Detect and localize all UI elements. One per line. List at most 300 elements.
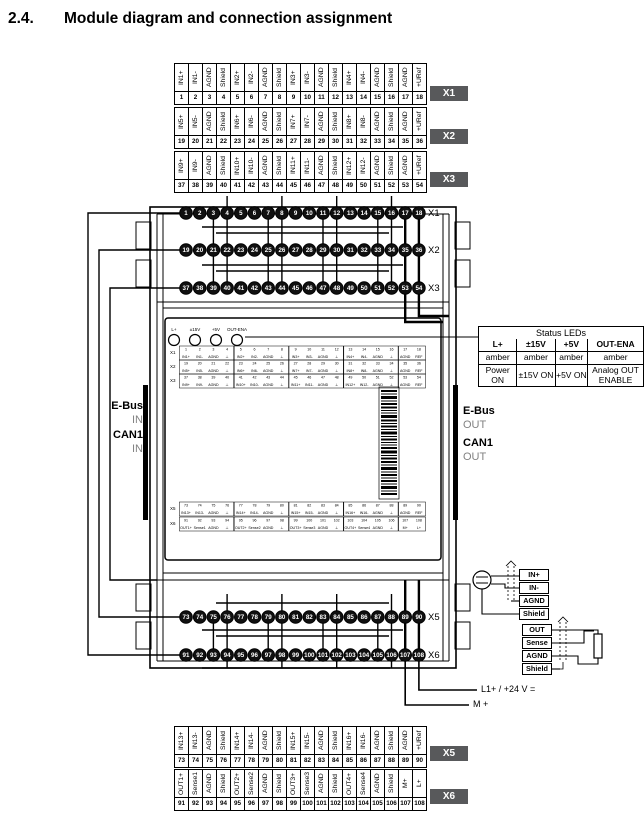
terminal-cell: [202, 107, 217, 149]
terminal-number: 23: [231, 135, 244, 148]
svg-text:86: 86: [362, 503, 367, 508]
svg-text:75: 75: [211, 503, 216, 508]
terminal-cell: [342, 769, 357, 811]
terminal-cell: [286, 63, 301, 105]
svg-text:77: 77: [237, 614, 245, 622]
terminal-cell: [314, 151, 329, 193]
svg-text:8: 8: [280, 210, 284, 218]
svg-text:108: 108: [415, 518, 422, 523]
svg-text:101: 101: [320, 518, 326, 523]
svg-text:AGND: AGND: [208, 511, 219, 515]
svg-text:⊥: ⊥: [389, 383, 394, 387]
terminal-cell: [258, 63, 273, 105]
terminal-label: IN7+: [290, 114, 297, 129]
svg-text:83: 83: [321, 503, 325, 508]
svg-text:5: 5: [239, 210, 243, 218]
terminal-cell: [272, 726, 287, 768]
terminal-number: 96: [245, 797, 258, 810]
terminal-cell: [370, 769, 385, 811]
terminal-cell: [174, 151, 189, 193]
svg-text:51: 51: [375, 375, 380, 380]
can1-out-label: CAN1 OUT: [463, 437, 493, 463]
terminal-cell: [384, 769, 399, 811]
svg-text:92: 92: [196, 652, 204, 660]
svg-text:IN6+: IN6+: [236, 369, 245, 373]
terminal-number: 38: [189, 179, 202, 192]
svg-text:41: 41: [238, 375, 243, 380]
svg-text:21: 21: [211, 361, 216, 366]
svg-text:AGND: AGND: [263, 383, 274, 387]
terminal-number: 90: [413, 754, 426, 767]
svg-text:94: 94: [225, 518, 230, 523]
terminal-label: AGND: [262, 773, 269, 794]
svg-text:46: 46: [307, 375, 312, 380]
terminal-number: 39: [203, 179, 216, 192]
led-5v: [211, 335, 222, 346]
terminal-cell: [342, 107, 357, 149]
terminal-number: 77: [231, 754, 244, 767]
svg-text:AGND: AGND: [263, 526, 274, 530]
svg-text:OUT2+: OUT2+: [234, 526, 247, 530]
terminal-number: 12: [329, 91, 342, 104]
svg-text:IN8+: IN8+: [346, 369, 355, 373]
terminal-cell: [174, 107, 189, 149]
terminal-label: AGND: [206, 155, 213, 176]
svg-text:IN7-: IN7-: [305, 369, 313, 373]
terminal-number: 73: [175, 754, 188, 767]
connector-tag-x2: X2: [430, 129, 468, 144]
terminal-number: 40: [217, 179, 230, 192]
svg-text:AGND: AGND: [317, 369, 329, 373]
svg-text:30: 30: [333, 247, 341, 255]
svg-text:15: 15: [375, 347, 380, 352]
svg-text:AGND: AGND: [208, 526, 219, 530]
svg-text:M+: M+: [402, 526, 408, 530]
terminal-number: 32: [357, 135, 370, 148]
svg-text:IN12-: IN12-: [359, 383, 369, 387]
terminal-label: Shield: [276, 774, 283, 793]
terminal-label: Shield: [220, 156, 227, 175]
terminal-cell: [216, 726, 231, 768]
svg-text:84: 84: [334, 503, 339, 508]
svg-text:⊥: ⊥: [389, 511, 394, 515]
connector-tag-x1: X1: [430, 86, 468, 101]
terminal-cell: [370, 107, 385, 149]
terminal-label: OUT1+: [178, 772, 185, 795]
terminal-cell: [398, 769, 413, 811]
svg-text:79: 79: [266, 503, 271, 508]
svg-text:21: 21: [209, 247, 217, 255]
terminal-label: IN11-: [304, 157, 311, 174]
svg-text:⊥: ⊥: [280, 526, 284, 530]
svg-text:AGND: AGND: [317, 383, 329, 387]
terminal-cell: [370, 726, 385, 768]
terminal-number: 52: [385, 179, 398, 192]
ebus-in-label: E-Bus IN: [111, 400, 143, 426]
led-function: Power ON: [479, 364, 517, 387]
svg-text:IN6-: IN6-: [251, 369, 258, 373]
terminal-label: IN9+: [178, 158, 185, 173]
terminal-label: IN5+: [178, 114, 185, 129]
svg-text:86: 86: [360, 614, 368, 622]
terminal-number: 21: [203, 135, 216, 148]
svg-text:20: 20: [197, 361, 202, 366]
terminal-cell: [174, 726, 189, 768]
svg-text:45: 45: [292, 285, 300, 293]
svg-text:IN14-: IN14-: [250, 511, 259, 515]
svg-text:7: 7: [267, 347, 270, 352]
terminal-number: 81: [287, 754, 300, 767]
terminal-cell: [174, 769, 189, 811]
svg-text:AGND: AGND: [372, 383, 383, 387]
terminal-number: 28: [301, 135, 314, 148]
svg-text:79: 79: [264, 614, 272, 622]
terminal-number: 92: [189, 797, 202, 810]
terminal-label: AGND: [374, 155, 381, 176]
terminal-label: AGND: [402, 111, 409, 132]
terminal-cell: [202, 151, 217, 193]
svg-text:44: 44: [279, 375, 284, 380]
terminal-cell: [356, 151, 371, 193]
svg-text:34: 34: [389, 361, 394, 366]
svg-text:4: 4: [226, 347, 229, 352]
terminal-cell: [286, 726, 301, 768]
status-leds-table: [478, 326, 644, 387]
status-leds: [478, 326, 644, 387]
output-terminal-box: AGND: [522, 650, 552, 662]
terminal-label: IN15+: [290, 731, 297, 750]
svg-text:76: 76: [223, 614, 231, 622]
sensor-terminal-box: AGND: [519, 595, 549, 607]
terminal-label: Shield: [276, 731, 283, 750]
svg-text:⊥: ⊥: [280, 511, 284, 515]
svg-text:IN12+: IN12+: [345, 383, 356, 387]
terminal-number: 89: [399, 754, 412, 767]
terminal-cell: [314, 726, 329, 768]
svg-text:38: 38: [196, 285, 204, 293]
terminal-cell: [412, 107, 427, 149]
svg-text:81: 81: [293, 503, 298, 508]
terminal-label: IN14+: [234, 731, 241, 750]
svg-text:Sense3: Sense3: [303, 526, 316, 530]
terminal-number: 30: [329, 135, 342, 148]
terminal-label: Shield: [276, 156, 283, 175]
svg-text:74: 74: [197, 503, 202, 508]
terminal-label: Sense2: [248, 771, 255, 796]
svg-text:19: 19: [184, 361, 188, 366]
terminal-label: Shield: [332, 112, 339, 131]
terminal-label: AGND: [374, 111, 381, 132]
svg-text:24: 24: [251, 247, 258, 255]
terminal-cell: [244, 726, 259, 768]
terminal-label: AGND: [318, 773, 325, 794]
svg-text:49: 49: [346, 285, 354, 293]
terminal-label: Shield: [220, 112, 227, 131]
terminal-cell: [342, 63, 357, 105]
led-name: +5V: [555, 339, 588, 351]
terminal-label: AGND: [318, 730, 325, 751]
terminal-cell: [412, 63, 427, 105]
svg-text:IN4+: IN4+: [346, 355, 355, 359]
circle-row-label: X6: [428, 650, 440, 662]
svg-text:53: 53: [403, 375, 408, 380]
terminal-label: Shield: [332, 68, 339, 87]
terminal-label: IN8+: [346, 114, 353, 129]
svg-text:35: 35: [401, 247, 409, 255]
terminal-number: 46: [301, 179, 314, 192]
terminal-number: 102: [329, 797, 342, 810]
terminal-strip-x5: [174, 726, 427, 768]
svg-text:4: 4: [225, 210, 229, 218]
svg-text:IN10-: IN10-: [250, 383, 259, 387]
svg-text:⊥: ⊥: [335, 383, 339, 387]
svg-text:84: 84: [333, 614, 341, 622]
terminal-number: 42: [245, 179, 258, 192]
terminal-cell: [272, 63, 287, 105]
terminal-cell: [398, 151, 413, 193]
terminal-label: Shield: [332, 774, 339, 793]
terminal-label: Shield: [276, 112, 283, 131]
svg-text:OUT1+: OUT1+: [180, 526, 192, 530]
circle-row-label: X5: [428, 612, 440, 624]
svg-text:⊥: ⊥: [389, 355, 394, 359]
svg-text:50: 50: [362, 375, 367, 380]
terminal-number: 34: [385, 135, 398, 148]
terminal-number: 49: [343, 179, 356, 192]
led-function: +5V ON: [555, 364, 588, 387]
terminal-cell: [258, 151, 273, 193]
svg-text:36: 36: [415, 247, 423, 255]
svg-text:6: 6: [252, 210, 257, 218]
terminal-cell: [398, 726, 413, 768]
terminal-number: 100: [301, 797, 314, 810]
svg-text:10: 10: [307, 347, 312, 352]
svg-text:37: 37: [182, 285, 190, 293]
svg-text:42: 42: [252, 375, 257, 380]
terminal-number: 35: [399, 135, 412, 148]
svg-text:IN13-: IN13-: [195, 511, 205, 515]
terminal-number: 17: [399, 91, 412, 104]
terminal-cell: [188, 769, 203, 811]
terminal-cell: [188, 63, 203, 105]
terminal-number: 75: [203, 754, 216, 767]
terminal-number: 47: [315, 179, 328, 192]
panel-led-label: OUT-ENA: [226, 327, 248, 332]
terminal-number: 106: [385, 797, 398, 810]
svg-text:IN2-: IN2-: [251, 355, 258, 359]
terminal-label: IN16-: [360, 732, 367, 749]
svg-text:103: 103: [345, 652, 356, 660]
terminal-number: 27: [287, 135, 300, 148]
svg-text:83: 83: [319, 614, 327, 622]
terminal-label: IN2-: [248, 71, 255, 84]
terminal-label: AGND: [262, 67, 269, 88]
svg-text:47: 47: [321, 375, 325, 380]
terminal-label: IN14-: [248, 732, 255, 749]
sensor-terminal-box: IN-: [519, 582, 549, 594]
terminal-label: +URef: [416, 111, 423, 132]
terminal-label: Shield: [388, 774, 395, 793]
terminal-number: 41: [231, 179, 244, 192]
terminal-number: 45: [287, 179, 300, 192]
svg-text:IN11+: IN11+: [290, 383, 301, 387]
terminal-number: 94: [217, 797, 230, 810]
svg-text:⊥: ⊥: [280, 383, 284, 387]
led-function: Analog OUT ENABLE: [588, 364, 644, 387]
svg-text:8: 8: [280, 347, 283, 352]
terminal-label: IN10+: [234, 156, 241, 175]
terminal-cell: [286, 107, 301, 149]
led-color: amber: [479, 352, 517, 365]
terminal-label: AGND: [374, 67, 381, 88]
terminal-label: IN5-: [192, 115, 199, 128]
svg-text:AGND: AGND: [263, 355, 274, 359]
svg-text:39: 39: [209, 285, 217, 293]
svg-text:54: 54: [415, 285, 423, 293]
terminal-label: AGND: [402, 67, 409, 88]
terminal-number: 74: [189, 754, 202, 767]
svg-text:⊥: ⊥: [225, 511, 229, 515]
svg-text:48: 48: [334, 375, 339, 380]
svg-text:X2: X2: [170, 364, 176, 369]
terminal-label: IN11+: [290, 156, 297, 175]
terminal-label: IN1-: [192, 71, 199, 84]
terminal-label: Shield: [388, 156, 395, 175]
terminal-cell: [244, 63, 259, 105]
terminal-number: 19: [175, 135, 188, 148]
led-color: amber: [555, 352, 588, 365]
terminal-number: 1: [175, 91, 188, 104]
svg-text:90: 90: [415, 614, 423, 622]
terminal-label: IN12+: [346, 156, 353, 175]
terminal-cell: [356, 726, 371, 768]
svg-text:AGND: AGND: [263, 369, 274, 373]
terminal-cell: [300, 726, 315, 768]
svg-text:7: 7: [266, 210, 270, 218]
svg-text:46: 46: [305, 285, 313, 293]
output-terminal-box: OUT: [522, 624, 552, 636]
terminal-cell: [370, 63, 385, 105]
svg-text:73: 73: [182, 614, 190, 622]
svg-text:101: 101: [317, 652, 329, 660]
terminal-label: Shield: [388, 112, 395, 131]
svg-text:⊥: ⊥: [225, 383, 229, 387]
terminal-number: 6: [245, 91, 258, 104]
svg-text:42: 42: [251, 285, 258, 293]
circle-row-label: X2: [428, 245, 440, 257]
terminal-cell: [272, 769, 287, 811]
svg-text:104: 104: [361, 518, 368, 523]
terminal-cell: [188, 107, 203, 149]
terminal-number: 10: [301, 91, 314, 104]
svg-text:105: 105: [372, 652, 383, 660]
terminal-label: IN9-: [192, 159, 199, 172]
svg-text:32: 32: [360, 247, 368, 255]
terminal-cell: [300, 63, 315, 105]
terminal-number: 88: [385, 754, 398, 767]
svg-text:96: 96: [251, 652, 258, 660]
terminal-number: 11: [315, 91, 328, 104]
svg-text:IN9+: IN9+: [182, 383, 190, 387]
svg-text:23: 23: [238, 361, 243, 366]
svg-text:17: 17: [403, 347, 408, 352]
svg-text:39: 39: [211, 375, 216, 380]
svg-text:AGND: AGND: [400, 355, 411, 359]
svg-text:⊥: ⊥: [335, 526, 339, 530]
svg-text:18: 18: [416, 347, 421, 352]
svg-text:22: 22: [225, 361, 230, 366]
svg-text:3: 3: [211, 210, 216, 218]
svg-text:75: 75: [209, 614, 217, 622]
svg-text:28: 28: [305, 247, 313, 255]
svg-text:106: 106: [386, 652, 397, 660]
svg-text:19: 19: [182, 247, 190, 255]
led-l: [169, 335, 180, 346]
terminal-label: IN6-: [248, 115, 255, 128]
terminal-cell: [202, 726, 217, 768]
svg-text:91: 91: [184, 518, 188, 523]
terminal-label: OUT4+: [346, 772, 353, 795]
terminal-strip-x1: [174, 63, 427, 105]
terminal-number: 2: [189, 91, 202, 104]
terminal-cell: [230, 769, 245, 811]
terminal-cell: [230, 63, 245, 105]
terminal-cell: [230, 151, 245, 193]
terminal-number: 29: [315, 135, 328, 148]
terminal-number: 13: [343, 91, 356, 104]
terminal-cell: [370, 151, 385, 193]
svg-text:104: 104: [358, 652, 370, 660]
svg-text:12: 12: [333, 210, 341, 218]
circle-row-label: X1: [428, 208, 440, 220]
terminal-label: Shield: [332, 731, 339, 750]
svg-text:AGND: AGND: [208, 383, 219, 387]
terminal-label: Sense4: [360, 771, 367, 796]
terminal-cell: [230, 107, 245, 149]
terminal-label: AGND: [262, 111, 269, 132]
svg-text:87: 87: [374, 614, 382, 622]
terminal-label: IN2+: [234, 70, 241, 85]
terminal-label: AGND: [402, 730, 409, 751]
terminal-number: 15: [371, 91, 384, 104]
svg-text:78: 78: [252, 503, 257, 508]
terminal-number: 43: [259, 179, 272, 192]
supply-voltage-label: L1+ / +24 V =: [481, 684, 536, 694]
svg-text:106: 106: [388, 518, 395, 523]
svg-text:31: 31: [348, 361, 353, 366]
svg-text:IN14+: IN14+: [235, 511, 246, 515]
svg-text:25: 25: [266, 361, 271, 366]
svg-text:IN1+: IN1+: [182, 355, 190, 359]
terminal-number: 18: [413, 91, 426, 104]
terminal-label: AGND: [206, 111, 213, 132]
terminal-label: AGND: [206, 773, 213, 794]
terminal-cell: [314, 769, 329, 811]
svg-text:88: 88: [388, 614, 395, 622]
svg-text:⊥: ⊥: [280, 355, 284, 359]
terminal-label: AGND: [374, 773, 381, 794]
terminal-cell: [216, 63, 231, 105]
svg-text:97: 97: [266, 518, 271, 523]
svg-text:28: 28: [307, 361, 312, 366]
led-15v: [190, 335, 201, 346]
svg-text:82: 82: [305, 614, 313, 622]
svg-text:Sense4: Sense4: [357, 526, 371, 530]
terminal-cell: [174, 63, 189, 105]
terminal-cell: [272, 107, 287, 149]
svg-text:AGND: AGND: [317, 355, 329, 359]
svg-text:AGND: AGND: [400, 511, 411, 515]
